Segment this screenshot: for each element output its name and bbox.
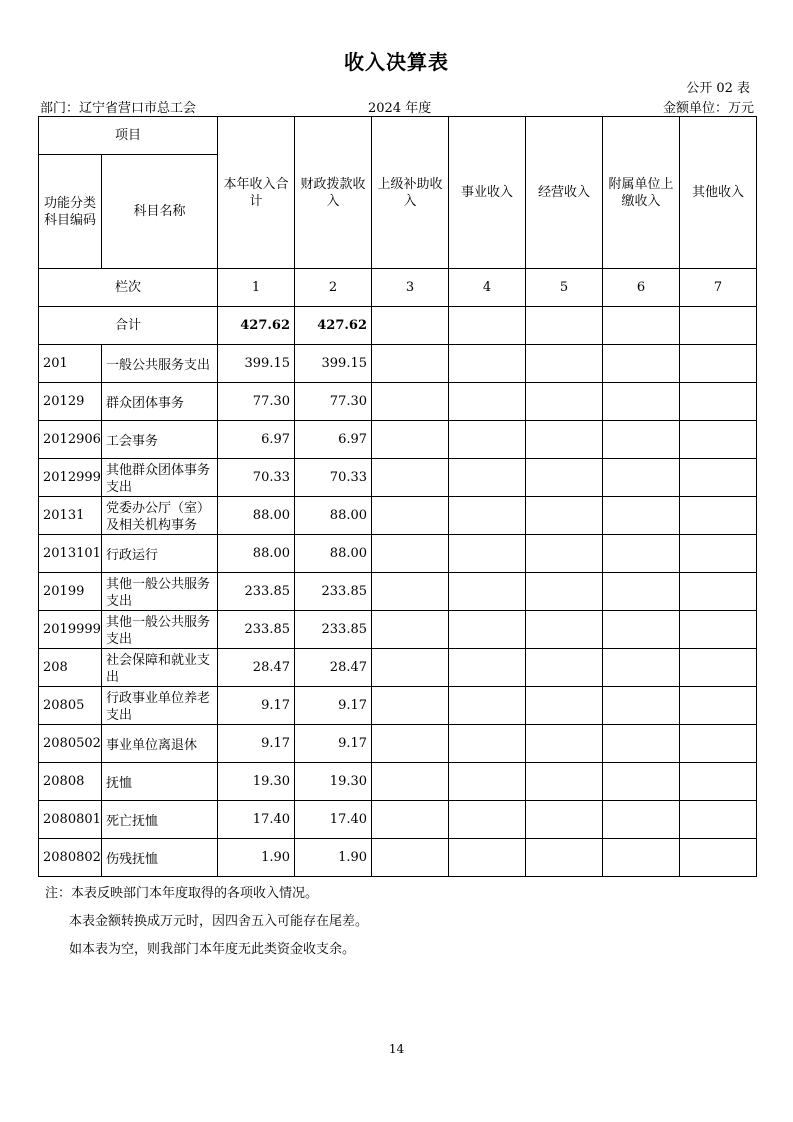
appropriation-cell: 9.17 (295, 725, 372, 763)
empty-cell (603, 573, 680, 611)
empty-cell (526, 307, 603, 345)
appropriation-cell: 88.00 (295, 535, 372, 573)
subject-name-cell (102, 573, 218, 611)
empty-cell (372, 801, 449, 839)
func-code-cell: 208 (39, 649, 102, 687)
appropriation-cell: 28.47 (295, 649, 372, 687)
table-row (39, 839, 757, 877)
subject-name-cell (102, 497, 218, 535)
empty-cell (526, 649, 603, 687)
empty-cell (680, 345, 757, 383)
notes (45, 880, 368, 964)
empty-cell (680, 611, 757, 649)
func-code-cell: 201 (39, 345, 102, 383)
subject-name-text: 事业单位离退休 (106, 737, 198, 753)
subject-name-cell (102, 801, 218, 839)
meta-row (40, 97, 754, 115)
unit-label: 金额单位：万元 (662, 101, 754, 116)
income-total-cell: 9.17 (218, 725, 295, 763)
empty-cell (372, 383, 449, 421)
table-row (39, 421, 757, 459)
page-title: 收入决算表 (344, 50, 449, 74)
total-label: 合计 (39, 307, 218, 345)
func-code-cell: 2013101 (39, 535, 102, 573)
income-total-cell: 1.90 (218, 839, 295, 877)
empty-cell (526, 459, 603, 497)
func-code-cell: 20808 (39, 763, 102, 801)
empty-cell (449, 383, 526, 421)
table-row (39, 535, 757, 573)
appropriation-cell: 88.00 (295, 497, 372, 535)
empty-cell (680, 763, 757, 801)
empty-cell (603, 687, 680, 725)
income-total-cell: 88.00 (218, 535, 295, 573)
func-code-cell: 2019999 (39, 611, 102, 649)
header-col6: 附属单位上缴收入 (603, 117, 680, 269)
empty-cell (526, 687, 603, 725)
appropriation-cell: 9.17 (295, 687, 372, 725)
header-row-1 (39, 117, 757, 155)
income-total-cell: 19.30 (218, 763, 295, 801)
empty-cell (603, 383, 680, 421)
column-index-cell: 1 (218, 269, 295, 307)
empty-cell (680, 725, 757, 763)
func-code-cell: 2012999 (39, 459, 102, 497)
empty-cell (603, 611, 680, 649)
header-col5: 经营收入 (526, 117, 603, 269)
func-code-cell: 2080802 (39, 839, 102, 877)
table-row (39, 649, 757, 687)
empty-cell (372, 573, 449, 611)
empty-cell (680, 383, 757, 421)
column-index-cell: 3 (372, 269, 449, 307)
empty-cell (449, 345, 526, 383)
empty-cell (526, 801, 603, 839)
empty-cell (449, 573, 526, 611)
empty-cell (603, 307, 680, 345)
subject-name-cell (102, 535, 218, 573)
subject-name-text: 其他群众团体事务支出 (106, 463, 211, 495)
empty-cell (603, 725, 680, 763)
income-total-cell: 88.00 (218, 497, 295, 535)
subject-name-text: 社会保障和就业支出 (106, 653, 211, 685)
column-index-cell: 7 (680, 269, 757, 307)
empty-cell (449, 687, 526, 725)
income-table (38, 116, 757, 877)
table-row (39, 687, 757, 725)
empty-cell (680, 535, 757, 573)
column-index-cell: 5 (526, 269, 603, 307)
empty-cell (372, 345, 449, 383)
appropriation-cell: 17.40 (295, 801, 372, 839)
empty-cell (526, 763, 603, 801)
total-appropriation-value: 427.62 (295, 307, 372, 345)
empty-cell (372, 649, 449, 687)
empty-cell (603, 535, 680, 573)
subject-name-text: 行政事业单位养老支出 (106, 691, 211, 723)
empty-cell (449, 307, 526, 345)
table-row (39, 725, 757, 763)
form-number: 公开 02 表 (686, 81, 750, 96)
empty-cell (449, 421, 526, 459)
empty-cell (372, 611, 449, 649)
subject-name-text: 其他一般公共服务支出 (106, 615, 211, 647)
total-row (39, 307, 757, 345)
subject-name-cell (102, 611, 218, 649)
empty-cell (449, 497, 526, 535)
empty-cell (526, 839, 603, 877)
subject-name-cell (102, 383, 218, 421)
total-income-value: 427.62 (218, 307, 295, 345)
empty-cell (603, 801, 680, 839)
empty-cell (372, 687, 449, 725)
subject-name-text: 群众团体事务 (106, 395, 185, 411)
page-number: 14 (388, 1042, 405, 1056)
income-total-cell: 233.85 (218, 573, 295, 611)
subject-name-cell (102, 345, 218, 383)
department-label: 部门：辽宁省营口市总工会 (40, 101, 197, 116)
empty-cell (603, 839, 680, 877)
income-total-cell: 399.15 (218, 345, 295, 383)
empty-cell (449, 459, 526, 497)
subject-name-cell (102, 725, 218, 763)
empty-cell (372, 839, 449, 877)
empty-cell (449, 839, 526, 877)
empty-cell (526, 611, 603, 649)
empty-cell (680, 687, 757, 725)
empty-cell (372, 725, 449, 763)
empty-cell (680, 307, 757, 345)
empty-cell (449, 801, 526, 839)
income-total-cell: 77.30 (218, 383, 295, 421)
empty-cell (526, 345, 603, 383)
note-line: 注：本表反映部门本年度取得的各项收入情况。 (45, 886, 319, 901)
table-row (39, 573, 757, 611)
empty-cell (680, 649, 757, 687)
subject-name-text: 一般公共服务支出 (106, 357, 211, 373)
func-code-cell: 20131 (39, 497, 102, 535)
appropriation-cell: 1.90 (295, 839, 372, 877)
empty-cell (526, 383, 603, 421)
header-col2: 财政拨款收入 (295, 117, 372, 269)
year-label: 2024 年度 (368, 101, 432, 116)
empty-cell (449, 725, 526, 763)
empty-cell (449, 649, 526, 687)
empty-cell (526, 535, 603, 573)
empty-cell (372, 307, 449, 345)
func-code-cell: 20805 (39, 687, 102, 725)
table-row (39, 459, 757, 497)
table-row (39, 611, 757, 649)
subject-name-cell (102, 687, 218, 725)
table-row (39, 763, 757, 801)
subject-name-text: 党委办公厅（室）及相关机构事务 (106, 501, 211, 533)
empty-cell (680, 573, 757, 611)
empty-cell (680, 421, 757, 459)
func-code-cell: 2080801 (39, 801, 102, 839)
empty-cell (372, 535, 449, 573)
empty-cell (526, 725, 603, 763)
header-func-code: 功能分类科目编码 (39, 155, 102, 269)
empty-cell (680, 801, 757, 839)
empty-cell (603, 459, 680, 497)
header-col4: 事业收入 (449, 117, 526, 269)
func-code-cell: 2012906 (39, 421, 102, 459)
column-index-cell: 2 (295, 269, 372, 307)
subject-name-text: 伤残抚恤 (106, 851, 159, 867)
subject-name-cell (102, 763, 218, 801)
subject-name-text: 行政运行 (106, 547, 159, 563)
income-total-cell: 70.33 (218, 459, 295, 497)
appropriation-cell: 399.15 (295, 345, 372, 383)
note-line: 如本表为空，则我部门本年度无此类资金收支余。 (69, 942, 356, 957)
column-index-cell: 4 (449, 269, 526, 307)
empty-cell (603, 763, 680, 801)
header-col3: 上级补助收入 (372, 117, 449, 269)
empty-cell (526, 497, 603, 535)
subject-name-text: 抚恤 (106, 775, 133, 791)
empty-cell (372, 459, 449, 497)
func-code-cell: 20129 (39, 383, 102, 421)
empty-cell (680, 459, 757, 497)
empty-cell (526, 421, 603, 459)
empty-cell (603, 649, 680, 687)
header-col1: 本年收入合计 (218, 117, 295, 269)
empty-cell (603, 421, 680, 459)
subject-name-cell (102, 649, 218, 687)
income-total-cell: 17.40 (218, 801, 295, 839)
header-subject-name: 科目名称 (102, 155, 218, 269)
empty-cell (449, 611, 526, 649)
func-code-cell: 2080502 (39, 725, 102, 763)
empty-cell (526, 573, 603, 611)
empty-cell (680, 497, 757, 535)
table-row (39, 497, 757, 535)
func-code-cell: 20199 (39, 573, 102, 611)
empty-cell (372, 763, 449, 801)
table-row (39, 345, 757, 383)
column-index-cell: 6 (603, 269, 680, 307)
income-total-cell: 9.17 (218, 687, 295, 725)
empty-cell (680, 839, 757, 877)
empty-cell (603, 497, 680, 535)
appropriation-cell: 70.33 (295, 459, 372, 497)
appropriation-cell: 6.97 (295, 421, 372, 459)
appropriation-cell: 233.85 (295, 611, 372, 649)
income-total-cell: 28.47 (218, 649, 295, 687)
subject-name-cell (102, 839, 218, 877)
column-index-label: 栏次 (39, 269, 218, 307)
header-col7: 其他收入 (680, 117, 757, 269)
appropriation-cell: 233.85 (295, 573, 372, 611)
empty-cell (449, 763, 526, 801)
subject-name-cell (102, 459, 218, 497)
appropriation-cell: 19.30 (295, 763, 372, 801)
subject-name-text: 工会事务 (106, 433, 159, 449)
empty-cell (449, 535, 526, 573)
column-index-row (39, 269, 757, 307)
note-line: 本表金额转换成万元时，因四舍五入可能存在尾差。 (69, 914, 369, 929)
subject-name-text: 死亡抚恤 (106, 813, 159, 829)
table-row (39, 801, 757, 839)
empty-cell (603, 345, 680, 383)
table-row (39, 383, 757, 421)
subject-name-text: 其他一般公共服务支出 (106, 577, 211, 609)
header-item: 项目 (39, 117, 218, 155)
subject-name-cell (102, 421, 218, 459)
income-total-cell: 6.97 (218, 421, 295, 459)
empty-cell (372, 497, 449, 535)
table-body (39, 117, 757, 877)
empty-cell (372, 421, 449, 459)
appropriation-cell: 77.30 (295, 383, 372, 421)
income-total-cell: 233.85 (218, 611, 295, 649)
